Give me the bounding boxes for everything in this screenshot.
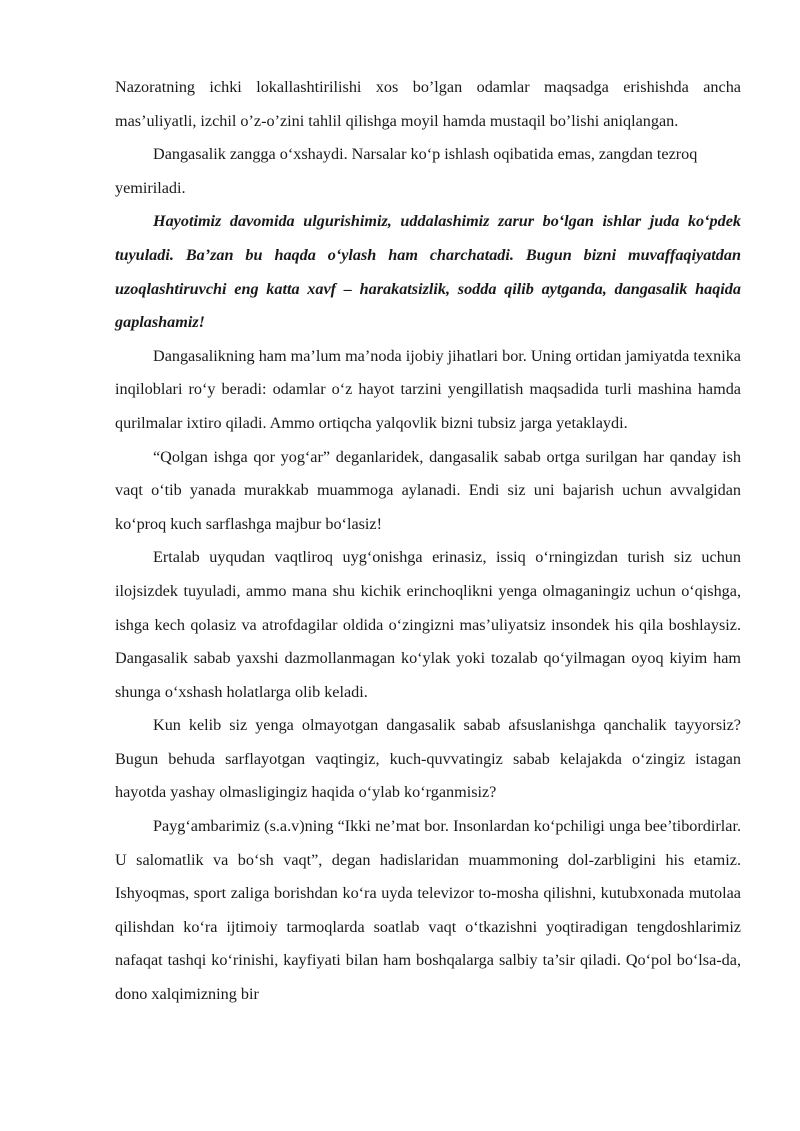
paragraph-proverb: “Qolgan ishga qor yog‘ar” deganlaridek, dangasalik sabab ortga surilgan har qanday ish vaqt o‘tib yanada murakkab muammoga aylanadi. Endi siz uni bajarish uchun avvalgidan ko‘proq kuch sarflashga majbur bo‘lasiz!	[115, 447, 741, 533]
paragraph-morning: Ertalab uyqudan vaqtliroq uyg‘onishga erinasiz, issiq o‘rningizdan turish siz uchun ilojsizdek tuyuladi, ammo mana shu kichik erinchoqlikni yenga olmaganingiz uchun o‘qishga, ishga kech qolasiz va atrofdagilar oldida o‘zingizni mas’uliyatsiz insondek his qila boshlaysiz. Dangasalik sabab yaxshi dazmollanmagan ko‘ylak yoki tozalab qo‘yilmagan oyoq kiyim ham shunga o‘xshash holatlarga olib keladi.	[115, 548, 741, 701]
paragraph-locus-of-control: Nazoratning ichki lokallashtirilishi xos bo’lgan odamlar maqsadga erishishda ancha mas’uliyatli, izchil o’z-o’zini tahlil qilishga moyil hamda mustaqil bo’lishi aniqlangan.	[115, 78, 741, 130]
paragraph-hadith: Payg‘ambarimiz (s.a.v)ning “Ikki ne’mat bor. Insonlardan ko‘pchiligi unga bee’tibordirlar. U salomatlik va bo‘sh vaqt”, degan hadislaridan muammoning dol-zarbligini his etamiz. Ishyoqmas, sport zaliga borishdan ko‘ra uyda televizor to-mosha qilishni, kutubxonada mutolaa qilishdan ko‘ra ijtimoiy tarmoqlarda soatlab vaqt o‘tkazishni yoqtiradigan tengdoshlarimiz nafaqat tashqi ko‘rinishi, kayfiyati bilan ham boshqalarga salbiy ta’sir qiladi. Qo‘pol bo‘lsa-da, dono xalqimizning bir	[115, 817, 741, 1004]
paragraph-intro-emphasis: Hayotimiz davomida ulgurishimiz, uddalashimiz zarur bo‘lgan ishlar juda ko‘pdek tuyuladi. Ba’zan bu haqda o‘ylash ham charchatadi. Bugun bizni muvaffaqiyatdan uzoqlashtiruvchi eng katta xavf – harakatsizlik, sodda qilib aytganda, dangasalik haqida gaplashamiz!	[115, 212, 741, 332]
paragraph-positive-aspects: Dangasalikning ham ma’lum ma’noda ijobiy jihatlari bor. Uning ortidan jamiyatda texnika inqiloblari ro‘y beradi: odamlar o‘z hayot tarzini yengillatish maqsadida turli mashina hamda qurilmalar ixtiro qiladi. Ammo ortiqcha yalqovlik bizni tubsiz jarga yetaklaydi.	[115, 346, 741, 432]
paragraph-laziness-rust: Dangasalik zangga o‘xshaydi. Narsalar ko‘p ishlash oqibatida emas, zangdan tezroq yemiriladi.	[115, 145, 698, 197]
paragraph-regret: Kun kelib siz yenga olmayotgan dangasalik sabab afsuslanishga qanchalik tayyorsiz? Bugun behuda sarflayotgan vaqtingiz, kuch-quvvatingiz sabab kelajakda o‘zingiz istagan hayotda yashay olmasligingiz haqida o‘ylab ko‘rganmisiz?	[115, 716, 741, 802]
document-page	[115, 71, 741, 1012]
